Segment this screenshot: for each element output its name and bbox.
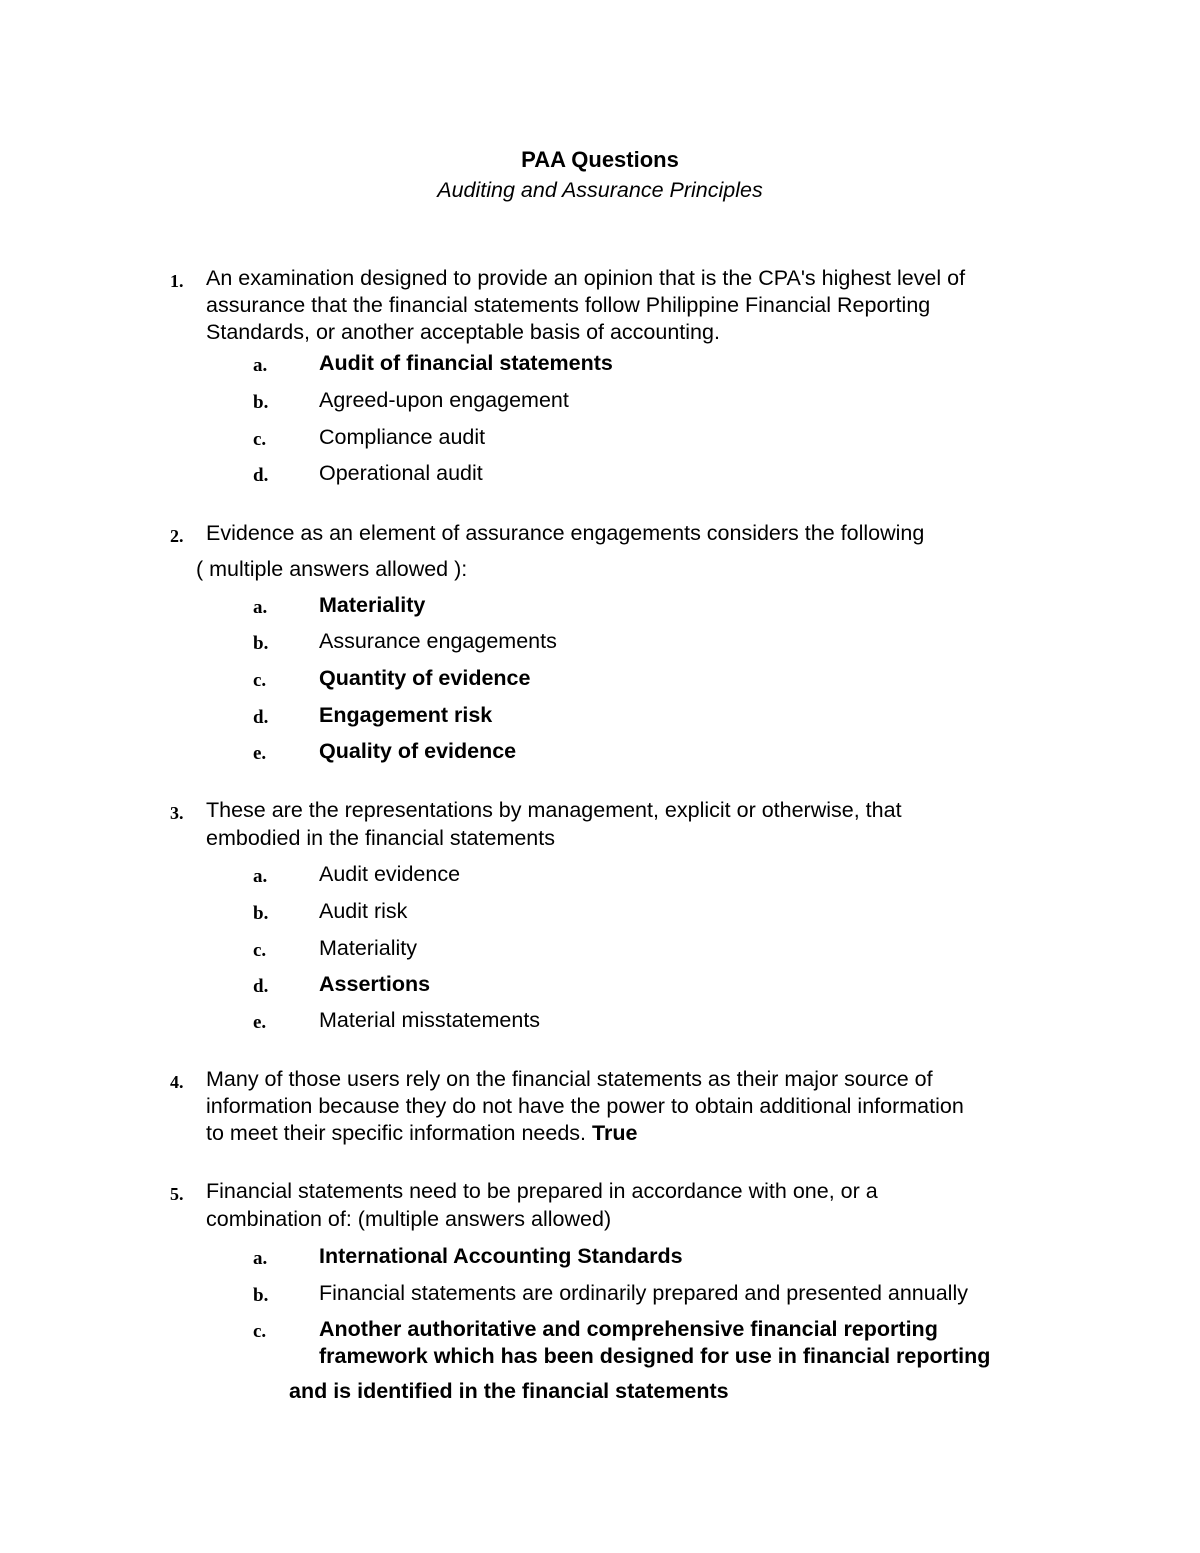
document-subtitle: Auditing and Assurance Principles xyxy=(437,178,763,202)
option-letter: c. xyxy=(253,670,267,691)
option-text-correct: Engagement risk xyxy=(319,703,493,727)
option-letter: c. xyxy=(253,940,267,961)
option-letter: e. xyxy=(253,1012,267,1033)
option-text: Compliance audit xyxy=(319,425,486,449)
option-text-correct: Quality of evidence xyxy=(319,739,517,763)
question-text-line: Standards, or another acceptable basis of accounting. xyxy=(206,320,720,344)
question-text-line: ( multiple answers allowed ): xyxy=(196,557,468,581)
question-text-line: Financial statements need to be prepared in accordance with one, or a xyxy=(206,1179,878,1203)
question-number: 2. xyxy=(170,526,184,546)
question-number: 5. xyxy=(170,1184,184,1204)
question-text-line: assurance that the financial statements follow Philippine Financial Reporting xyxy=(206,293,931,317)
option-letter: b. xyxy=(253,1285,269,1306)
option-letter: d. xyxy=(253,707,269,728)
option-text: Materiality xyxy=(319,936,417,960)
option-text: Operational audit xyxy=(319,461,483,485)
option-text-correct: Audit of financial statements xyxy=(319,351,613,375)
option-letter: b. xyxy=(253,392,269,413)
question-text-segment: to meet their specific information needs. xyxy=(206,1121,587,1145)
option-text-correct: International Accounting Standards xyxy=(319,1244,683,1268)
question-number: 4. xyxy=(170,1072,184,1092)
question-text-line: information because they do not have the power to obtain additional information xyxy=(206,1094,964,1118)
question-number: 1. xyxy=(170,271,184,291)
option-letter: e. xyxy=(253,743,267,764)
option-text: Assurance engagements xyxy=(319,629,557,653)
option-text-correct: Another authoritative and comprehensive financial reporting xyxy=(319,1317,938,1341)
question-text-line: Many of those users rely on the financial statements as their major source of xyxy=(206,1067,933,1091)
option-text-correct: Assertions xyxy=(319,972,431,996)
option-letter: d. xyxy=(253,976,269,997)
option-letter: b. xyxy=(253,633,269,654)
option-text-continuation: and is identified in the financial statements xyxy=(289,1379,729,1403)
question-text-line: embodied in the financial statements xyxy=(206,826,555,850)
option-letter: c. xyxy=(253,1321,267,1342)
question-text-line xyxy=(206,1120,637,1147)
answer-true: True xyxy=(592,1121,638,1145)
question-text-line: These are the representations by management, explicit or otherwise, that xyxy=(206,798,902,822)
option-letter: d. xyxy=(253,465,269,486)
option-text: Audit risk xyxy=(319,899,408,923)
question-text-line: An examination designed to provide an opinion that is the CPA's highest level of xyxy=(206,266,966,290)
document-title: PAA Questions xyxy=(521,147,679,172)
option-letter: a. xyxy=(253,1248,268,1269)
question-text-line: Evidence as an element of assurance engagements considers the following xyxy=(206,521,925,545)
option-letter: a. xyxy=(253,597,268,618)
option-text-correct: Materiality xyxy=(319,593,426,617)
option-text: Material misstatements xyxy=(319,1008,541,1032)
question-number: 3. xyxy=(170,803,184,823)
option-text: Audit evidence xyxy=(319,862,461,886)
option-letter: a. xyxy=(253,866,268,887)
option-letter: b. xyxy=(253,903,269,924)
option-text-correct: Quantity of evidence xyxy=(319,666,531,690)
option-text: Financial statements are ordinarily prepared and presented annually xyxy=(319,1281,968,1305)
option-letter: a. xyxy=(253,355,268,376)
question-text-line: combination of: (multiple answers allowed) xyxy=(206,1207,612,1231)
option-text-continuation: framework which has been designed for use in financial reporting xyxy=(319,1344,991,1368)
option-letter: c. xyxy=(253,429,267,450)
option-text: Agreed-upon engagement xyxy=(319,388,569,412)
